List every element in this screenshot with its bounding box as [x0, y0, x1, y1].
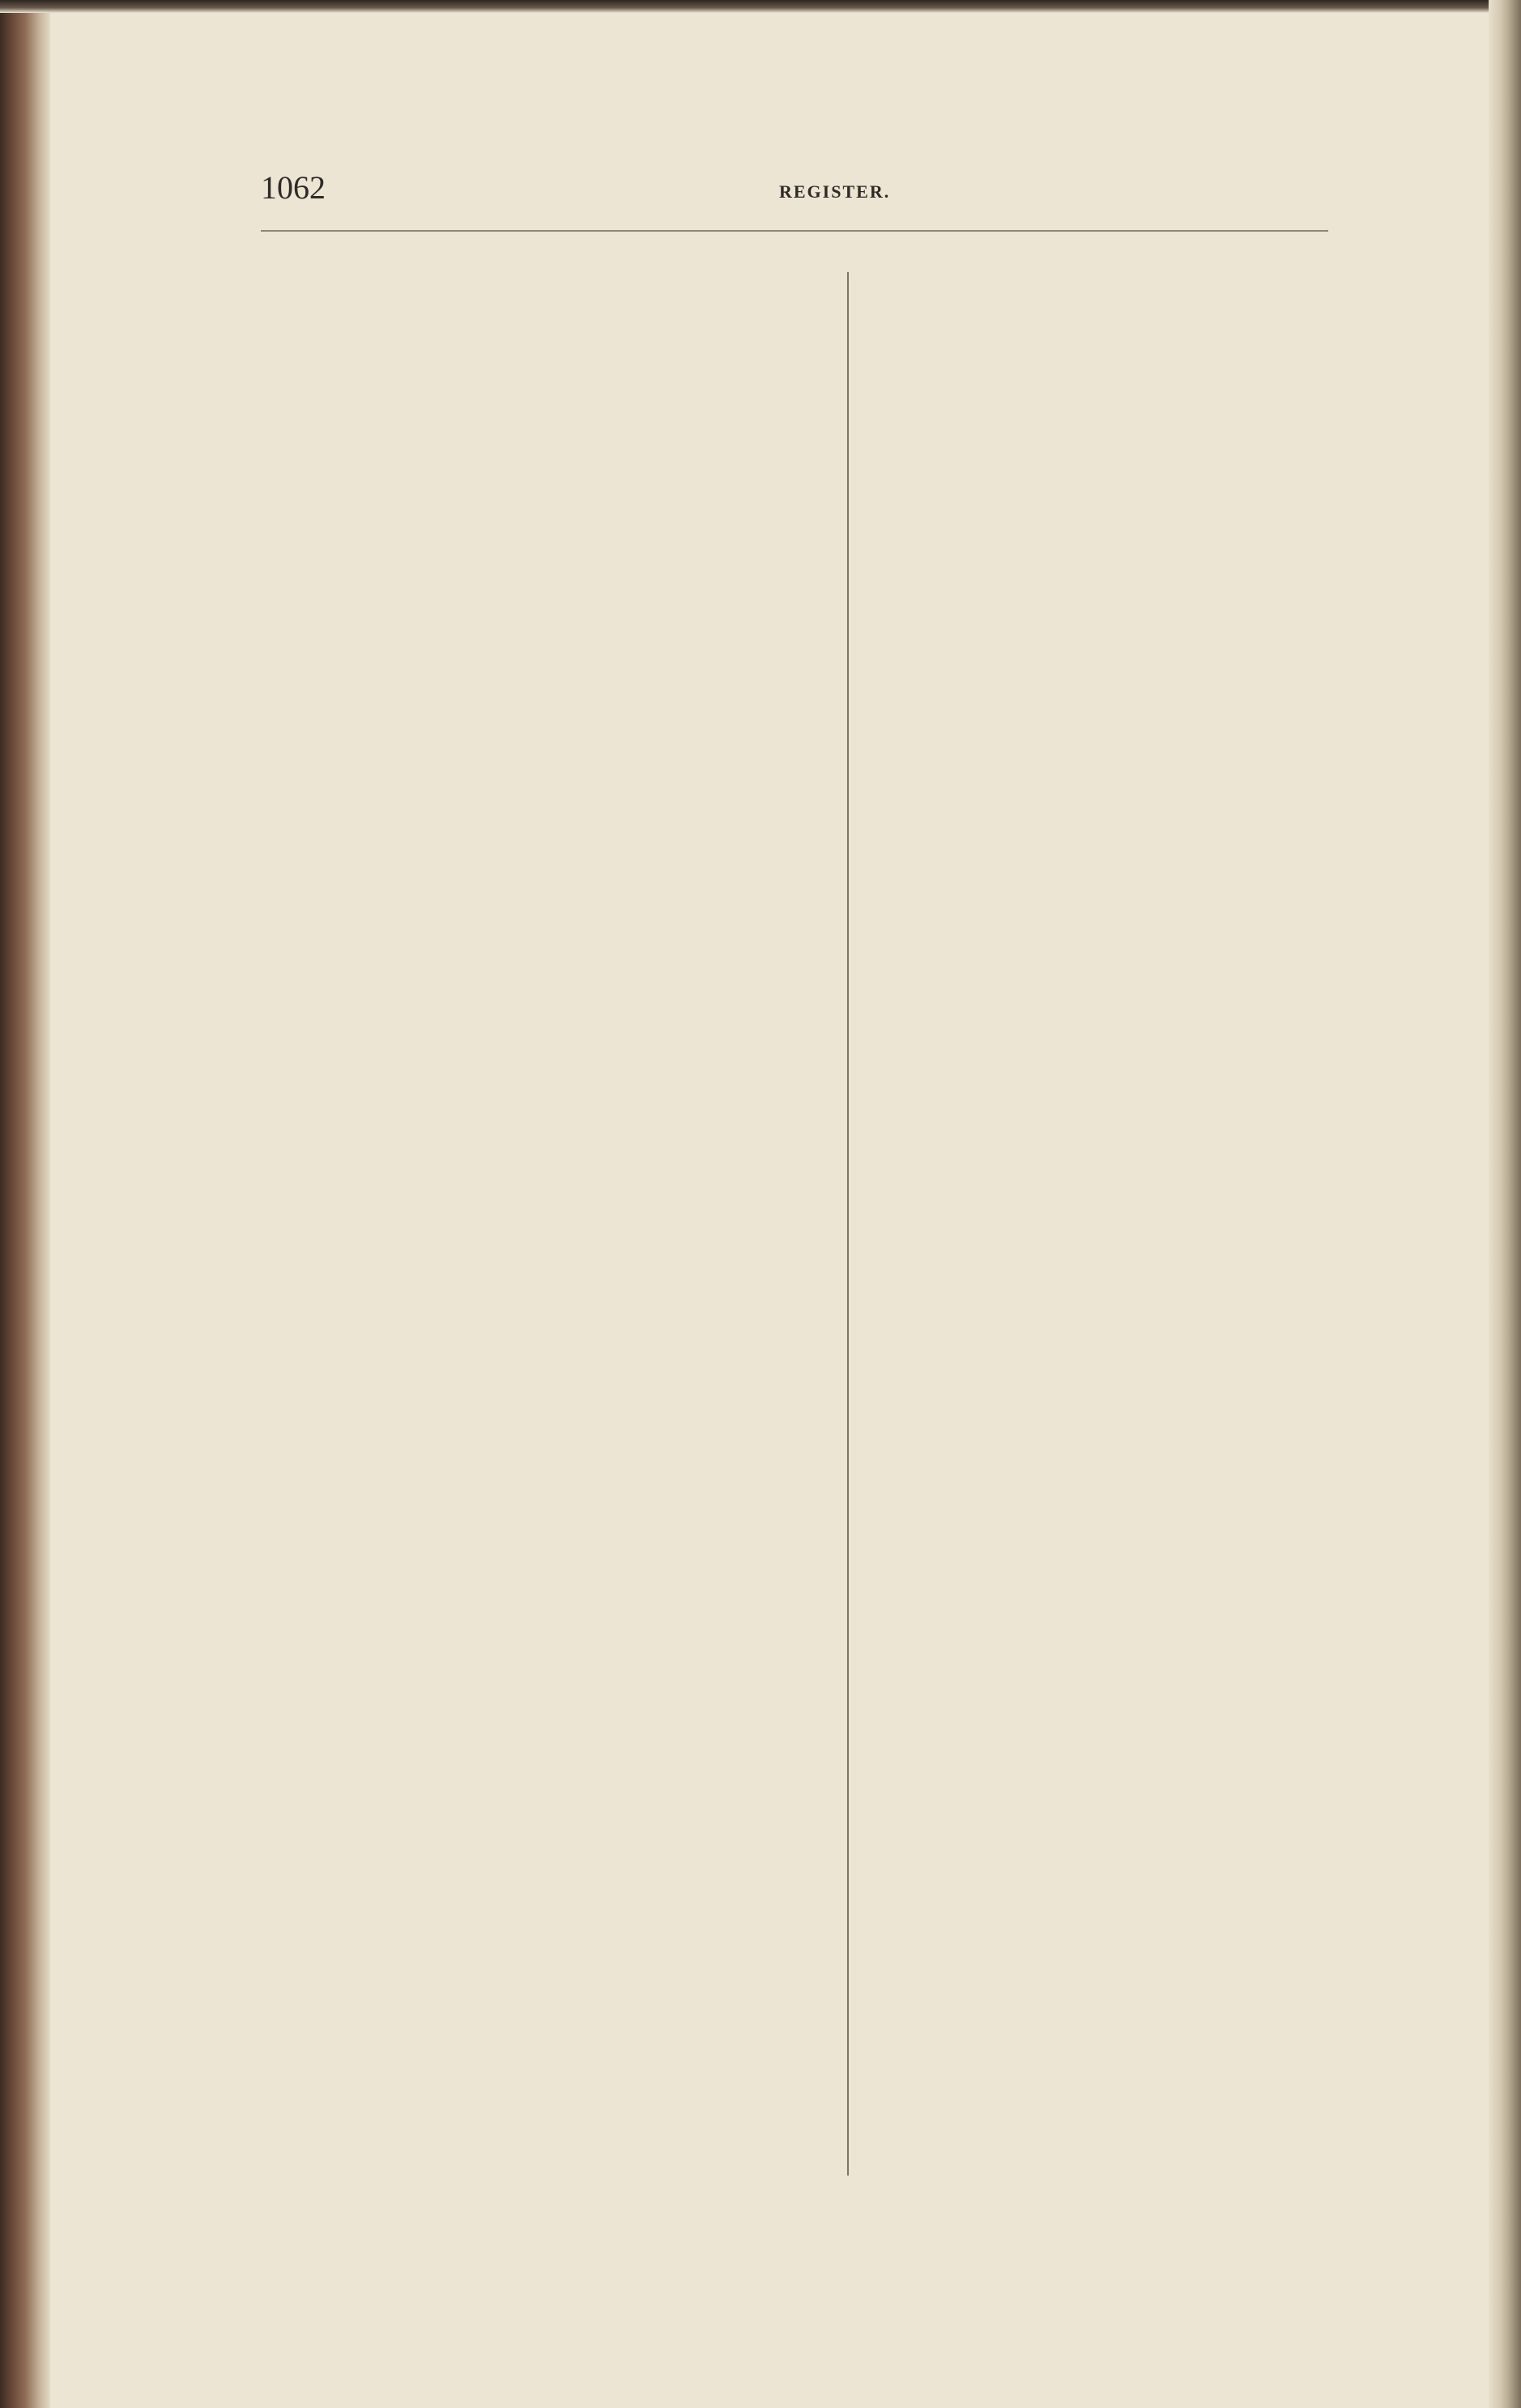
page-number: 1062: [261, 169, 326, 206]
page-top-edge: [0, 0, 1521, 13]
running-head: REGISTER.: [779, 181, 891, 202]
page-right-edge: [1489, 0, 1521, 2408]
book-spine: [0, 0, 50, 2408]
column-divider: [847, 272, 849, 2176]
header-rule: [261, 230, 1328, 232]
